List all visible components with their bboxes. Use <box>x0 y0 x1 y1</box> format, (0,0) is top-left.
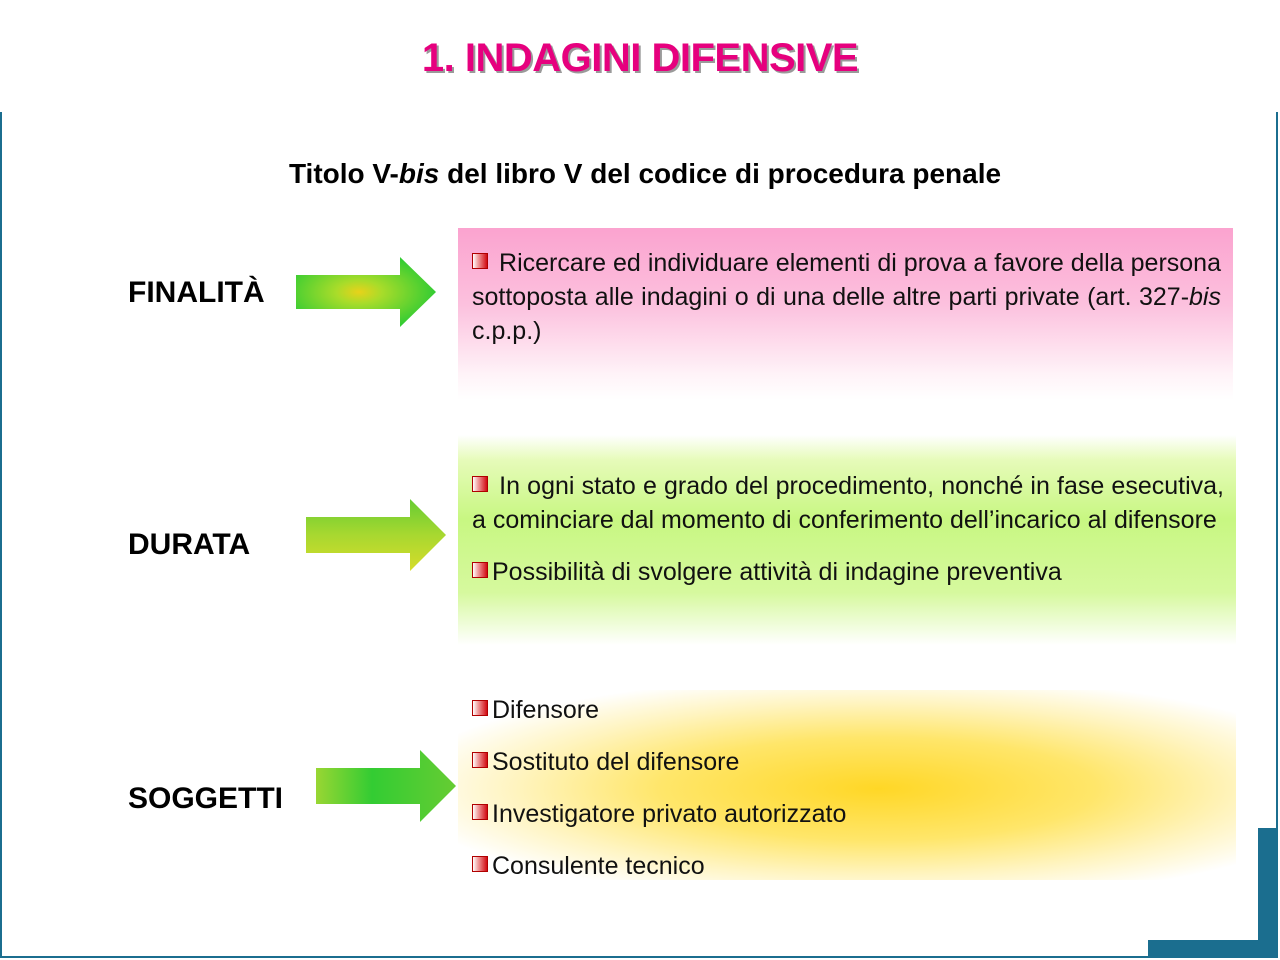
soggetti-item: Consulente tecnico <box>472 846 1224 898</box>
finalita-box <box>458 228 1233 400</box>
soggetti-item: Sostituto del difensore <box>472 742 1224 794</box>
square-bullet-icon <box>472 856 488 872</box>
subtitle-after: del libro V del codice di procedura penale <box>439 158 1002 189</box>
durata-item: In ogni stato e grado del procedimento, nonché in fase esecutiva, a cominciare dal momento di conferimento dell’incarico al difensore <box>472 472 1224 534</box>
soggetti-item: Difensore <box>472 690 1224 742</box>
durata-item: Possibilità di svolgere attività di indagine preventiva <box>472 555 1224 589</box>
right-arrow-icon <box>316 750 458 822</box>
label-soggetti: SOGGETTI <box>128 782 284 815</box>
soggetti-box <box>458 690 1236 880</box>
right-arrow-icon <box>306 499 448 571</box>
durata-box <box>458 435 1236 645</box>
slide-title: 1. INDAGINI DIFENSIVE <box>421 36 859 80</box>
slide-subtitle <box>0 158 1280 190</box>
corner-decoration-line <box>1148 940 1276 956</box>
soggetti-item: Investigatore privato autorizzato <box>472 794 1224 846</box>
subtitle-before: Titolo V- <box>288 158 399 189</box>
subtitle-italic: bis <box>398 158 440 189</box>
square-bullet-icon <box>472 476 488 492</box>
square-bullet-icon <box>472 804 488 820</box>
square-bullet-icon <box>472 562 488 578</box>
square-bullet-icon <box>472 700 488 716</box>
square-bullet-icon <box>472 253 488 269</box>
right-arrow-icon <box>296 257 438 327</box>
square-bullet-icon <box>472 752 488 768</box>
label-finalita: FINALITÀ <box>128 276 265 309</box>
corner-decoration <box>1258 828 1276 956</box>
finalita-text: Ricercare ed individuare elementi di prova a favore della persona sottoposta alle indagini o di una delle altre parti private (art. 327-bis c.p.p.) <box>472 249 1221 345</box>
label-durata: DURATA <box>128 528 251 561</box>
